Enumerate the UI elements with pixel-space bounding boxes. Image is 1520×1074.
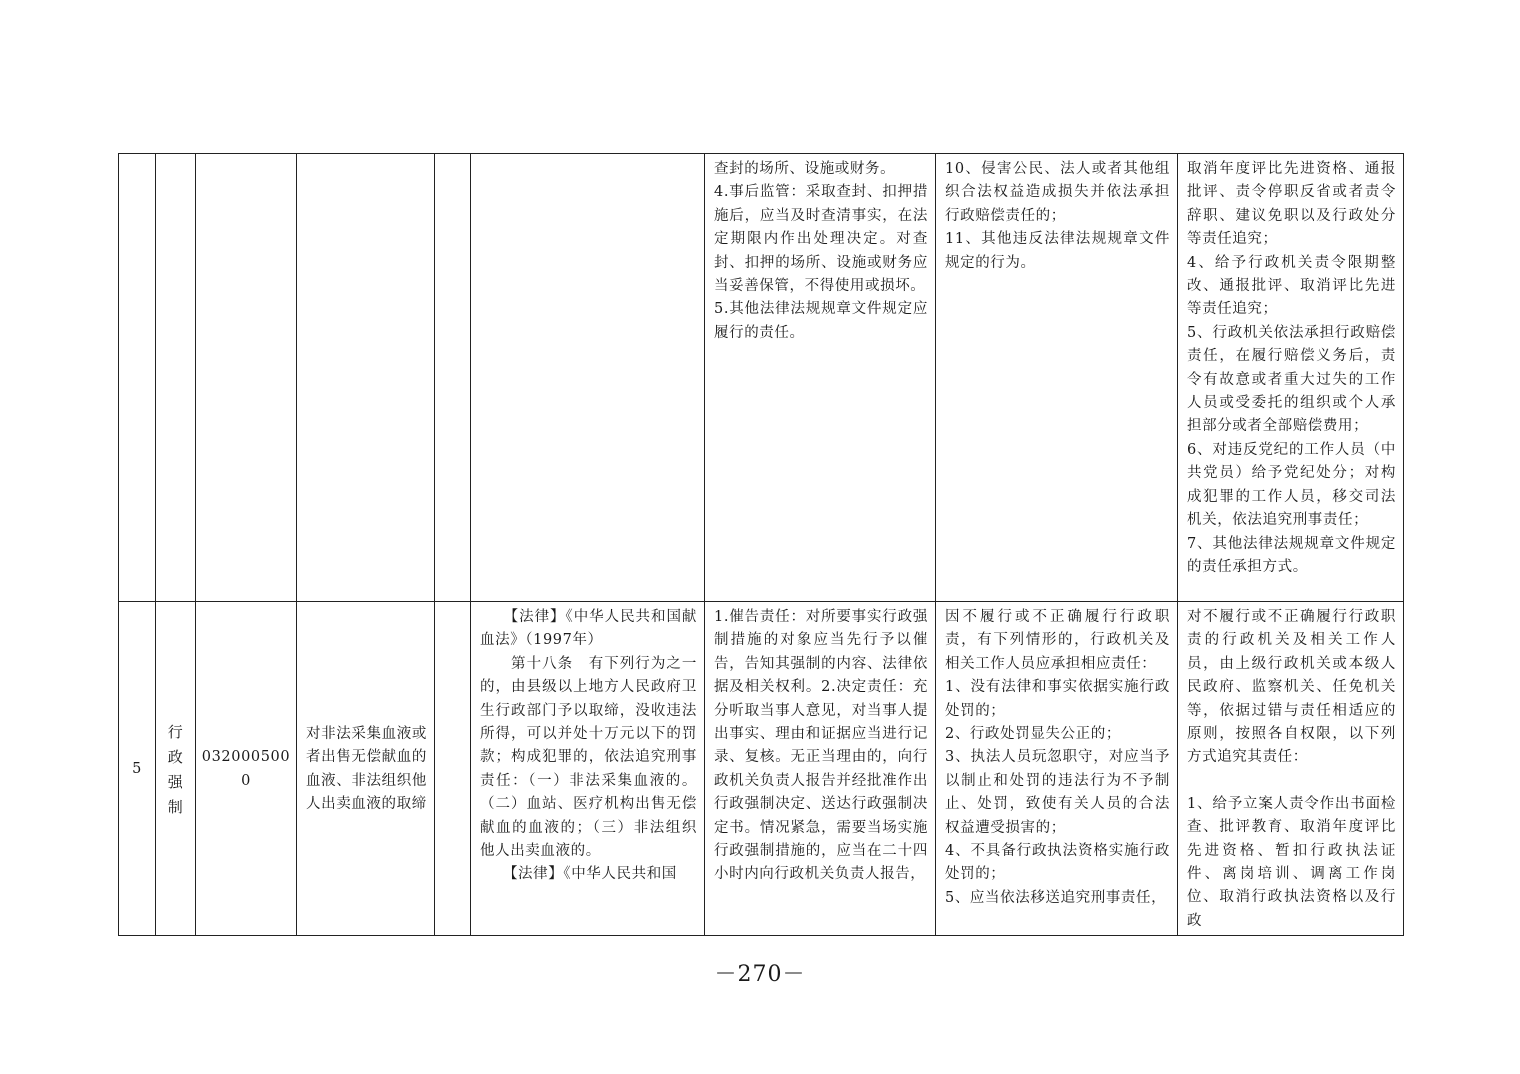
duty-text: 5.其他法律法规规章文件规定应履行的责任。 <box>714 301 928 341</box>
situation-text: 4、不具备行政执法资格实施行政处罚的； <box>945 843 1170 883</box>
method-text: 4、给予行政机关责令限期整改、通报批评、取消评比先进等责任追究； <box>1187 254 1396 318</box>
situation-text: 5、应当依法移送追究刑事责任， <box>945 889 1167 906</box>
item-name-cell <box>297 154 435 602</box>
table-row <box>119 154 1404 602</box>
method-text: 7、其他法律法规规章文件规定的责任承担方式。 <box>1187 535 1396 575</box>
code-cell <box>196 154 297 602</box>
method-text: 1、给予立案人责令作出书面检查、批评教育、取消年度评比先进资格、暂扣行政执法证件、离岗培训、调离工作岗位、取消行政执法资格以及行政 <box>1187 795 1396 929</box>
basis-text: 第十八条 有下列行为之一的，由县级以上地方人民政府卫生行政部门予以取缔，没收违法所得，可以并处十万元以下的罚款；构成犯罪的，依法追究刑事责任：（一）非法采集血液的。（二）血站、医疗机构出售无偿献血的血液的；（三）非法组织他人出卖血液的。 <box>480 655 697 860</box>
table-row <box>119 602 1404 936</box>
method-text: 取消年度评比先进资格、通报批评、责令停职反省或者责令辞职、建议免职以及行政处分等责任追究； <box>1187 161 1396 248</box>
duty-text: 查封的场所、设施或财务。 <box>714 161 896 177</box>
accountability-situation-cell <box>936 602 1178 936</box>
duty-text: 4.事后监管：采取查封、扣押措施后，应当及时查清事实，在法定期限内作出处理决定。对查封、扣押的场所、设施或财务应当妥善保管，不得使用或损坏。 <box>714 184 928 295</box>
situation-text: 因不履行或不正确履行行政职责，有下列情形的，行政机关及相关工作人员应承担相应责任： <box>945 609 1170 672</box>
situation-text: 1、没有法律和事实依据实施行政处罚的； <box>945 679 1170 719</box>
category-cell <box>156 154 196 602</box>
basis-cell <box>471 602 705 936</box>
category-cell <box>156 602 196 936</box>
seq-cell: 5 <box>119 602 156 936</box>
page-number: －270－ <box>714 962 806 987</box>
seq-cell <box>119 154 156 602</box>
spacer <box>1187 770 1396 793</box>
method-text: 6、对违反党纪的工作人员（中共党员）给予党纪处分；对构成犯罪的工作人员，移交司法机关，依法追究刑事责任； <box>1187 441 1396 529</box>
situation-text: 2、行政处罚显失公正的； <box>945 726 1121 743</box>
code-cell: 0320005000 <box>196 602 297 936</box>
situation-text: 10、侵害公民、法人或者其他组织合法权益造成损失并依法承担行政赔偿责任的； <box>945 161 1170 224</box>
empty-cell <box>435 602 471 936</box>
category-text: 行政强制 <box>167 722 184 816</box>
duty-cell <box>705 154 936 602</box>
responsibility-table <box>118 153 1404 936</box>
accountability-method-cell <box>1178 602 1404 936</box>
method-text: 对不履行或不正确履行行政职责的行政机关及相关工作人员，由上级行政机关或本级人民政府、监察机关、任免机关等，依据过错与责任相适应的原则，按照各自权限，以下列方式追究其责任： <box>1187 609 1396 766</box>
basis-text: 【法律】《中华人民共和国献血法》（1997年） <box>480 609 697 649</box>
item-name-cell: 对非法采集血液或者出售无偿献血的血液、非法组织他人出卖血液的取缔 <box>297 602 435 936</box>
duty-cell <box>705 602 936 936</box>
accountability-situation-cell <box>936 154 1178 602</box>
duty-text: 1.催告责任：对所要事实行政强制措施的对象应当先行予以催告，告知其强制的内容、法律依据及相关权利。2.决定责任：充分听取当事人意见，对当事人提出事实、理由和证据应当进行记录、复核。无正当理由的，向行政机关负责人报告并经批准作出行政强制决定、送达行政强制决定书。情况紧急，需要当场实施行政强制措施的，应当在二十四小时内向行政机关负责人报告， <box>714 609 928 883</box>
situation-text: 11、其他违反法律法规规章文件规定的行为。 <box>945 231 1170 271</box>
empty-cell <box>435 154 471 602</box>
accountability-method-cell <box>1178 154 1404 602</box>
basis-cell <box>471 154 705 602</box>
situation-text: 3、执法人员玩忽职守，对应当予以制止和处罚的违法行为不予制止、处罚，致使有关人员的合法权益遭受损害的； <box>945 749 1170 836</box>
basis-text: 【法律】《中华人民共和国 <box>480 866 677 883</box>
method-text: 5、行政机关依法承担行政赔偿责任，在履行赔偿义务后，责令有故意或者重大过失的工作人员或受委托的组织或个人承担部分或者全部赔偿费用； <box>1187 324 1396 435</box>
